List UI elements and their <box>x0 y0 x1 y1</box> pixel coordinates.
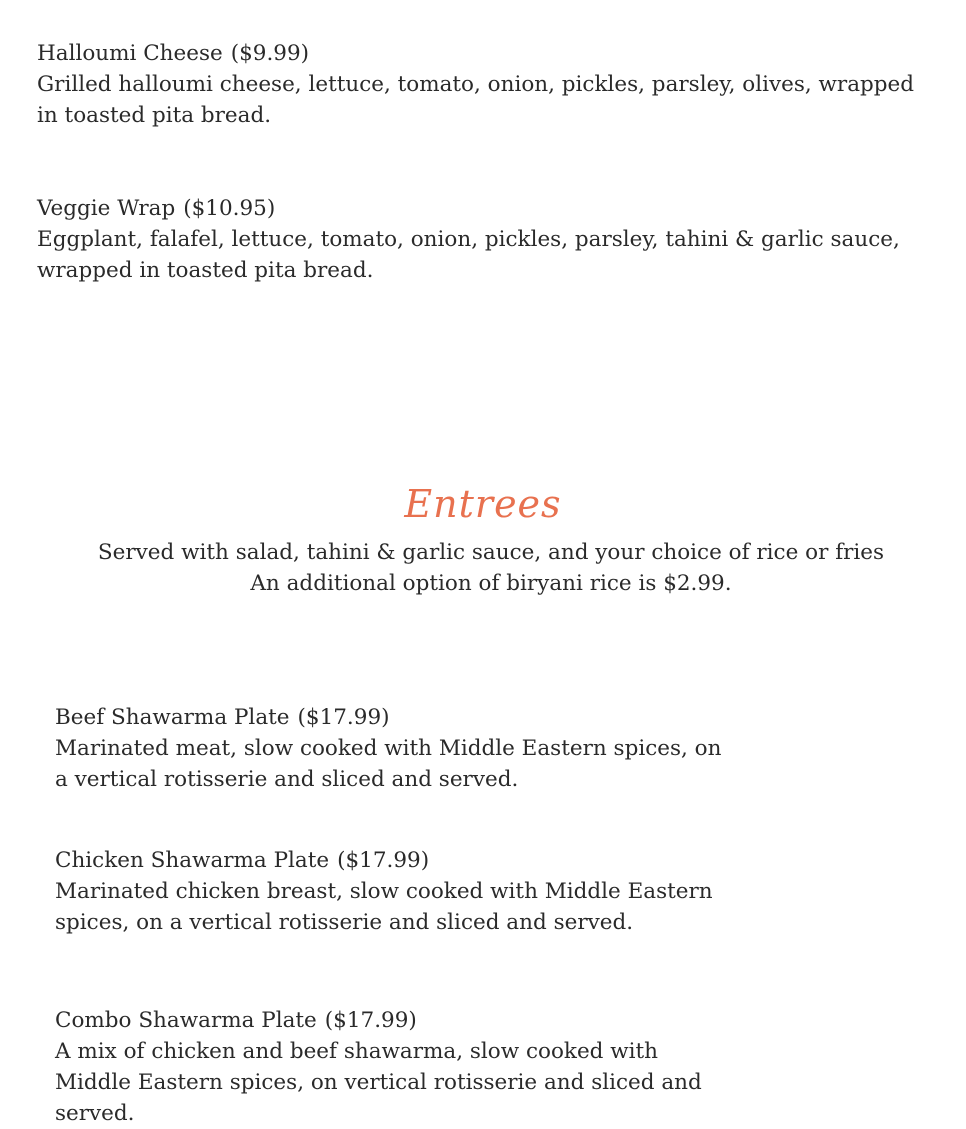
menu-item-name: Halloumi Cheese <box>37 41 223 66</box>
menu-item-price: ($10.95) <box>183 196 276 221</box>
menu-item-heading <box>55 1005 735 1036</box>
menu-item-heading <box>37 38 932 69</box>
menu-item-chicken-shawarma-plate <box>55 845 740 938</box>
section-subtitle <box>0 537 966 599</box>
menu-item-name: Chicken Shawarma Plate <box>55 848 330 873</box>
menu-item-description: Eggplant, falafel, lettuce, tomato, onion, pickles, parsley, tahini & garlic sauce, wrapped in toasted pita bread. <box>37 227 900 283</box>
menu-item-description: Grilled halloumi cheese, lettuce, tomato, onion, pickles, parsley, olives, wrapped in toasted pita bread. <box>37 72 915 128</box>
menu-item-heading <box>55 702 725 733</box>
menu-item-price: ($9.99) <box>230 41 310 66</box>
menu-item-heading <box>55 845 740 876</box>
menu-item-price: ($17.99) <box>297 705 390 730</box>
menu-item-price: ($17.99) <box>324 1008 417 1033</box>
menu-item-description: A mix of chicken and beef shawarma, slow cooked with Middle Eastern spices, on vertical rotisserie and sliced and served. <box>55 1039 702 1126</box>
menu-item-description: Marinated chicken breast, slow cooked with Middle Eastern spices, on a vertical rotisserie and sliced and served. <box>55 879 713 935</box>
menu-item-halloumi-cheese <box>37 38 932 131</box>
section-subtitle-line: An additional option of biryani rice is $2.99. <box>250 571 732 596</box>
menu-item-name: Beef Shawarma Plate <box>55 705 290 730</box>
menu-item-heading <box>37 193 942 224</box>
menu-item-name: Veggie Wrap <box>37 196 176 221</box>
menu-item-veggie-wrap <box>37 193 942 286</box>
menu-item-description: Marinated meat, slow cooked with Middle Eastern spices, on a vertical rotisserie and sliced and served. <box>55 736 722 792</box>
menu-item-beef-shawarma-plate <box>55 702 725 795</box>
section-subtitle-line: Served with salad, tahini & garlic sauce, and your choice of rice or fries <box>97 540 885 565</box>
menu-item-combo-shawarma-plate <box>55 1005 735 1129</box>
section-title-entrees: Entrees <box>404 482 562 526</box>
menu-item-price: ($17.99) <box>337 848 430 873</box>
menu-item-name: Combo Shawarma Plate <box>55 1008 317 1033</box>
